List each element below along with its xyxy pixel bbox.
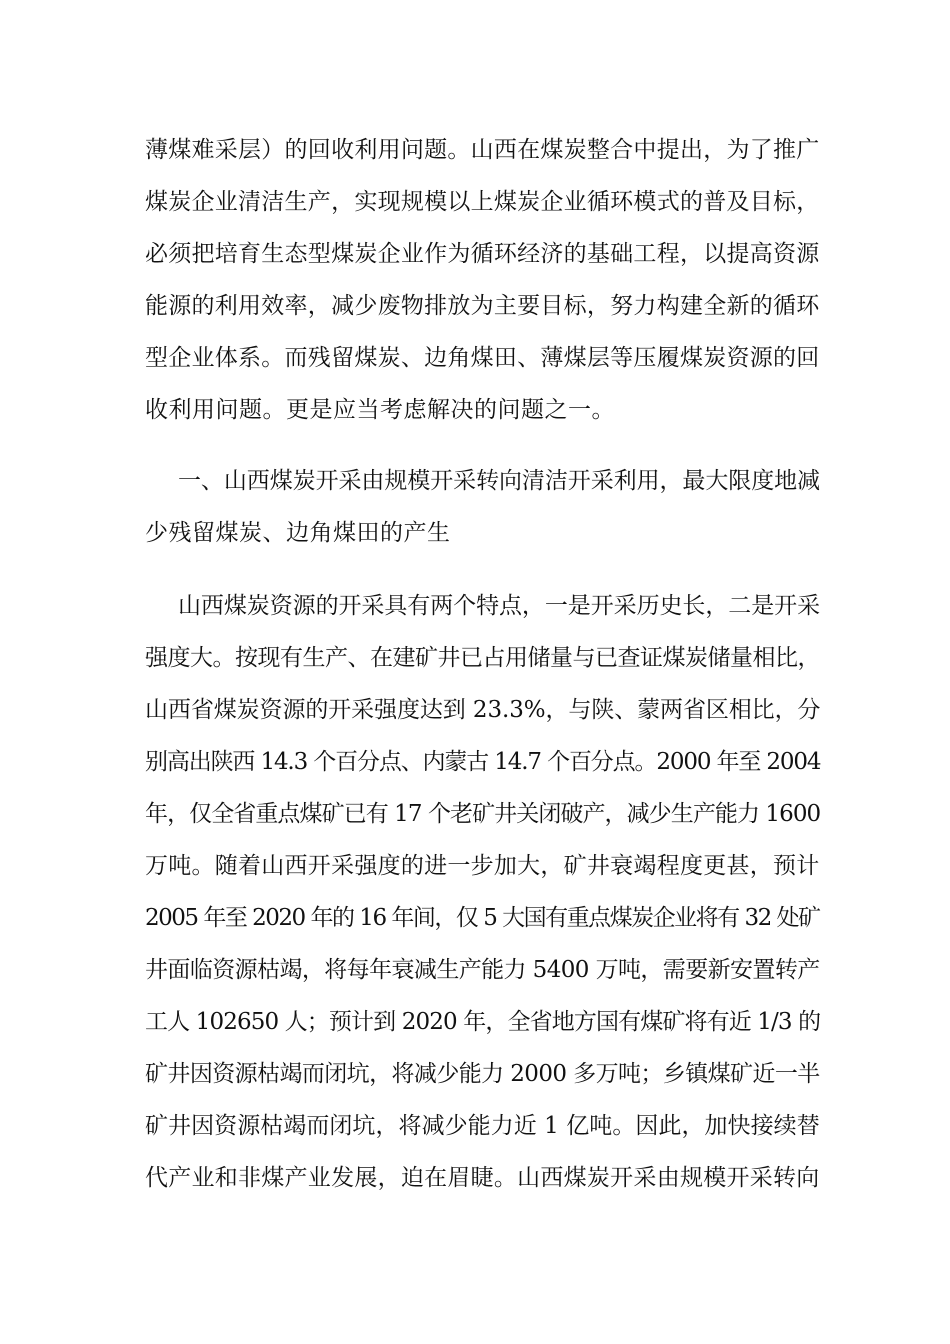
paragraph-2-line-9: 工人 102650 人；预计到 2020 年，全省地方国有煤矿将有近 1/3 的 (145, 1009, 821, 1035)
paragraph-2-line-12: 代产业和非煤产业发展，迫在眉睫。山西煤炭开采由规模开采转向 (145, 1165, 820, 1191)
paragraph-1-line-6: 收利用问题。更是应当考虑解决的问题之一。 (145, 397, 615, 423)
section-heading-line-2: 少残留煤炭、边角煤田的产生 (145, 520, 451, 546)
paragraph-1-line-2: 煤炭企业清洁生产，实现规模以上煤炭企业循环模式的普及目标， (145, 189, 820, 215)
paragraph-2-line-7: 2005 年至 2020 年的 16 年间，仅 5 大国有重点煤炭企业将有 32 处矿 (145, 905, 820, 931)
paragraph-1-line-3: 必须把培育生态型煤炭企业作为循环经济的基础工程，以提高资源 (145, 241, 820, 267)
paragraph-2-line-3: 山西省煤炭资源的开采强度达到 23.3%，与陕、蒙两省区相比，分 (145, 697, 821, 723)
paragraph-1-line-1: 薄煤难采层）的回收利用问题。山西在煤炭整合中提出，为了推广 (145, 137, 820, 163)
paragraph-2-line-4: 别高出陕西 14.3 个百分点、内蒙古 14.7 个百分点。2000 年至 2004 (145, 749, 821, 775)
paragraph-2-line-1: 山西煤炭资源的开采具有两个特点，一是开采历史长，二是开采 (178, 593, 821, 619)
paragraph-2-line-5: 年，仅全省重点煤矿已有 17 个老矿井关闭破产，减少生产能力 1600 (145, 801, 821, 827)
paragraph-2-line-8: 井面临资源枯竭，将每年衰减生产能力 5400 万吨，需要新安置转产 (145, 957, 820, 983)
paragraph-1-line-5: 型企业体系。而残留煤炭、边角煤田、薄煤层等压履煤炭资源的回 (145, 345, 820, 371)
paragraph-2-line-6: 万吨。随着山西开采强度的进一步加大，矿井衰竭程度更甚，预计 (145, 853, 820, 879)
paragraph-2-line-2: 强度大。按现有生产、在建矿井已占用储量与已查证煤炭储量相比， (145, 645, 820, 671)
paragraph-1-line-4: 能源的利用效率，减少废物排放为主要目标，努力构建全新的循环 (145, 293, 820, 319)
paragraph-2-line-11: 矿井因资源枯竭而闭坑，将减少能力近 1 亿吨。因此，加快接续替 (145, 1113, 820, 1139)
paragraph-2-line-10: 矿井因资源枯竭而闭坑，将减少能力 2000 多万吨；乡镇煤矿近一半 (145, 1061, 820, 1087)
section-heading-line-1: 一、山西煤炭开采由规模开采转向清洁开采利用，最大限度地减 (178, 468, 821, 494)
